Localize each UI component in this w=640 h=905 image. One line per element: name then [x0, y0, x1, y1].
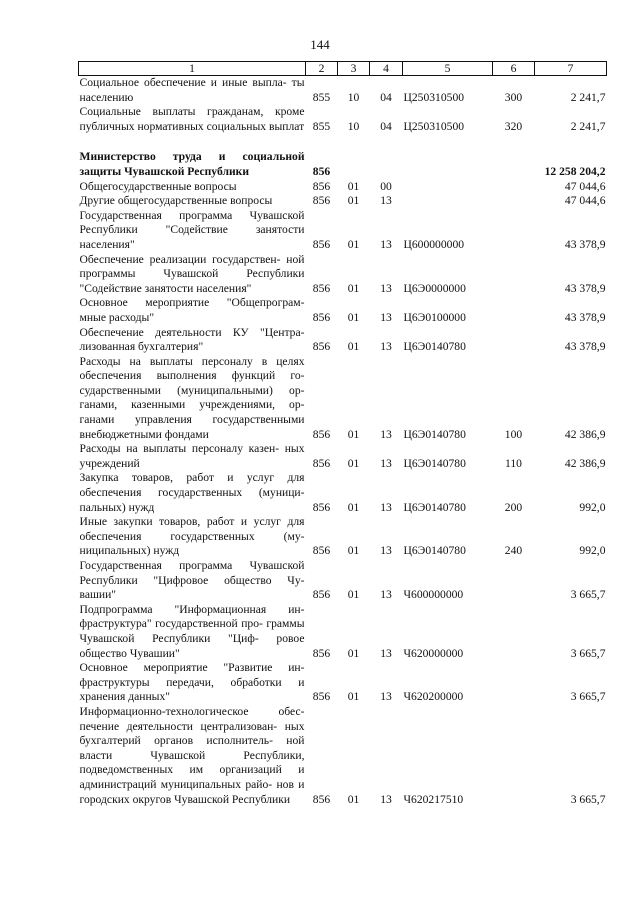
table-row — [79, 180, 607, 195]
table-header-row — [79, 62, 607, 76]
row-code-target: Ч620217510 — [403, 792, 464, 806]
table-row — [79, 105, 607, 134]
table-row — [79, 661, 607, 705]
row-name: Государственная программа Чувашской Республики "Содействие занятости населения" — [79, 208, 305, 251]
row-code-expense-type: 110 — [505, 456, 522, 470]
row-code-ministry: 856 — [312, 340, 331, 354]
row-code-expense-type — [493, 559, 535, 603]
row-code-section: 01 — [347, 500, 360, 514]
row-code-subsection: 13 — [380, 500, 392, 514]
row-code-target: Ц6Э0000000 — [403, 281, 466, 295]
row-amount: 992,0 — [579, 500, 606, 514]
table-row — [79, 559, 607, 603]
table-row — [79, 134, 607, 179]
row-code-section: 01 — [347, 310, 360, 324]
row-name: Информационно-технологическое обес- печение деятельности централизован- ных бухгалтерий органов исполнитель- ной власти Чувашской Республики, подведомственных им организаций и администраций муниципальных райо- нов и городских округов Чувашской Республики — [79, 704, 305, 806]
row-code-target — [403, 134, 493, 179]
row-code-expense-type: 100 — [504, 427, 523, 441]
row-code-target: Ц6Э0140780 — [403, 427, 466, 441]
table-row — [79, 253, 607, 297]
row-code-target: Ц6Э0100000 — [403, 310, 466, 324]
row-code-ministry: 856 — [312, 646, 331, 660]
row-code-ministry: 856 — [312, 164, 331, 178]
row-code-target: Ц250310500 — [403, 90, 465, 104]
row-amount: 992,0 — [579, 544, 606, 558]
row-name: Обеспечение реализации государствен- ной программы Чувашской Республики "Содействие занятости населения" — [79, 252, 305, 295]
row-code-ministry: 856 — [312, 427, 331, 441]
table-row — [79, 209, 607, 253]
row-amount: 43 378,9 — [564, 281, 606, 295]
row-code-ministry: 855 — [312, 119, 331, 133]
row-code-target: Ц600000000 — [403, 237, 465, 251]
column-header: 5 — [403, 62, 493, 76]
row-name: Обеспечение деятельности КУ "Центра- лизованная бухгалтерия" — [79, 325, 305, 354]
row-code-section: 01 — [347, 690, 360, 704]
row-code-expense-type: 240 — [504, 544, 523, 558]
row-code-subsection — [370, 134, 403, 179]
row-code-subsection: 13 — [380, 588, 392, 602]
row-code-expense-type — [493, 194, 535, 209]
row-name: Расходы на выплаты персоналу в целях обеспечения выполнения функций го- сударственными (муниципальными) ор- ганами, казенными учреждениями, ор- ганами управления государственными внебюджетными фондами — [79, 354, 305, 441]
row-code-ministry: 856 — [312, 237, 331, 251]
column-header: 6 — [493, 62, 535, 76]
row-code-expense-type: 200 — [504, 500, 523, 514]
row-code-section: 10 — [347, 90, 360, 104]
row-name: Основное мероприятие "Общепрограм- мные расходы" — [79, 296, 305, 324]
row-code-section: 01 — [347, 456, 360, 470]
row-code-ministry: 856 — [312, 500, 331, 514]
row-amount: 3 665,7 — [570, 690, 606, 704]
row-amount: 12 258 204,2 — [544, 164, 606, 178]
column-header: 7 — [535, 62, 607, 76]
table-row — [79, 442, 607, 471]
row-code-section: 01 — [347, 281, 360, 295]
table-row — [79, 515, 607, 559]
row-code-section: 01 — [347, 179, 360, 193]
row-code-subsection: 13 — [380, 544, 392, 558]
row-amount: 42 386,9 — [564, 456, 606, 470]
row-code-ministry: 856 — [312, 179, 331, 193]
row-code-expense-type — [493, 180, 535, 195]
table-row — [79, 76, 607, 106]
row-amount: 47 044,6 — [564, 194, 606, 208]
row-amount: 3 665,7 — [570, 646, 606, 660]
row-code-expense-type — [493, 326, 535, 355]
table-row — [79, 705, 607, 807]
row-name: Социальное обеспечение и иные выпла- ты населению — [79, 76, 305, 104]
row-name: Расходы на выплаты персоналу казен- ных учреждений — [79, 442, 305, 470]
table-row — [79, 355, 607, 443]
row-code-section: 10 — [347, 119, 360, 133]
table-row — [79, 603, 607, 661]
row-code-section: 01 — [347, 588, 360, 602]
row-name: Общегосударственные вопросы — [79, 179, 237, 193]
row-code-ministry: 856 — [312, 588, 331, 602]
row-code-target — [403, 194, 493, 209]
row-code-section: 01 — [347, 792, 360, 806]
row-code-expense-type — [493, 603, 535, 661]
row-amount: 2 241,7 — [570, 90, 606, 104]
row-name: Закупка товаров, работ и услуг для обеспечения государственных (муници- пальных) нужд — [79, 471, 305, 514]
row-code-subsection: 13 — [380, 792, 392, 806]
row-code-subsection: 13 — [380, 281, 392, 295]
column-header: 4 — [370, 62, 403, 76]
row-code-subsection: 00 — [380, 179, 392, 193]
row-code-ministry: 856 — [312, 544, 331, 558]
row-code-section: 01 — [347, 194, 360, 208]
row-amount: 43 378,9 — [564, 310, 606, 324]
row-amount: 2 241,7 — [570, 119, 606, 133]
row-code-target: Ч620200000 — [403, 690, 464, 704]
row-code-section: 01 — [347, 646, 360, 660]
row-amount: 43 378,9 — [564, 340, 606, 354]
row-name: Подпрограмма "Информационная ин- фраструктура" государственной про- граммы Чувашской Республики "Циф- ровое общество Чувашии" — [79, 602, 305, 660]
row-code-ministry: 856 — [312, 310, 331, 324]
row-code-ministry: 856 — [312, 690, 331, 704]
row-code-target: Ч620000000 — [403, 646, 464, 660]
row-code-expense-type: 300 — [504, 90, 523, 104]
page-number: 144 — [310, 37, 330, 52]
row-amount: 47 044,6 — [564, 179, 606, 193]
column-header: 3 — [338, 62, 370, 76]
row-code-subsection: 13 — [380, 456, 392, 470]
row-code-subsection: 13 — [380, 194, 392, 208]
row-code-target: Ч600000000 — [403, 588, 464, 602]
row-code-expense-type — [493, 253, 535, 297]
row-name: Другие общегосударственные вопросы — [79, 194, 273, 208]
row-code-subsection: 13 — [380, 690, 392, 704]
row-code-subsection: 13 — [380, 237, 392, 251]
row-name: Государственная программа Чувашской Республики "Цифровое общество Чу- вашии" — [79, 559, 305, 602]
table-row — [79, 326, 607, 355]
row-name: Социальные выплаты гражданам, кроме публичных нормативных социальных выплат — [79, 105, 305, 133]
row-name: Иные закупки товаров, работ и услуг для обеспечения государственных (му- ниципальных) нужд — [79, 515, 305, 558]
row-code-target — [403, 180, 493, 195]
row-code-expense-type: 320 — [504, 119, 523, 133]
row-code-expense-type — [493, 134, 535, 179]
row-code-section: 01 — [347, 427, 360, 441]
row-code-subsection: 13 — [380, 310, 392, 324]
table-row — [79, 471, 607, 515]
row-amount: 3 665,7 — [570, 792, 606, 806]
row-name: Министерство труда и социальной защиты Чувашской Республики — [79, 150, 305, 178]
row-amount: 42 386,9 — [564, 427, 606, 441]
row-code-target: Ц250310500 — [403, 119, 465, 133]
row-code-target: Ц6Э0140780 — [403, 456, 466, 470]
row-amount: 3 665,7 — [570, 588, 606, 602]
row-amount: 43 378,9 — [564, 237, 606, 251]
row-code-ministry: 856 — [312, 456, 331, 470]
column-header: 2 — [306, 62, 338, 76]
row-code-target: Ц6Э0140780 — [403, 500, 466, 514]
row-code-ministry: 856 — [312, 194, 331, 208]
row-code-section: 01 — [347, 544, 360, 558]
row-code-expense-type — [493, 661, 535, 705]
budget-table — [78, 61, 607, 807]
table-body — [79, 76, 607, 808]
row-code-subsection: 13 — [380, 340, 392, 354]
column-header: 1 — [79, 62, 306, 76]
row-code-section: 01 — [347, 237, 360, 251]
row-code-subsection: 04 — [380, 90, 392, 104]
row-code-expense-type — [493, 705, 535, 807]
row-code-expense-type — [493, 296, 535, 325]
row-name: Основное мероприятие "Развитие ин- фраструктуры передачи, обработки и хранения данных" — [79, 661, 305, 704]
row-code-expense-type — [493, 209, 535, 253]
row-code-ministry: 855 — [312, 90, 331, 104]
row-code-subsection: 13 — [380, 646, 392, 660]
table-row — [79, 194, 607, 209]
row-code-ministry: 856 — [312, 792, 331, 806]
row-code-ministry: 856 — [312, 281, 331, 295]
row-code-target: Ц6Э0140780 — [403, 544, 466, 558]
table-row — [79, 296, 607, 325]
row-code-subsection: 13 — [380, 427, 392, 441]
row-code-section: 01 — [347, 340, 360, 354]
row-code-section — [338, 134, 370, 179]
row-code-target: Ц6Э0140780 — [403, 340, 466, 354]
row-code-subsection: 04 — [380, 119, 392, 133]
